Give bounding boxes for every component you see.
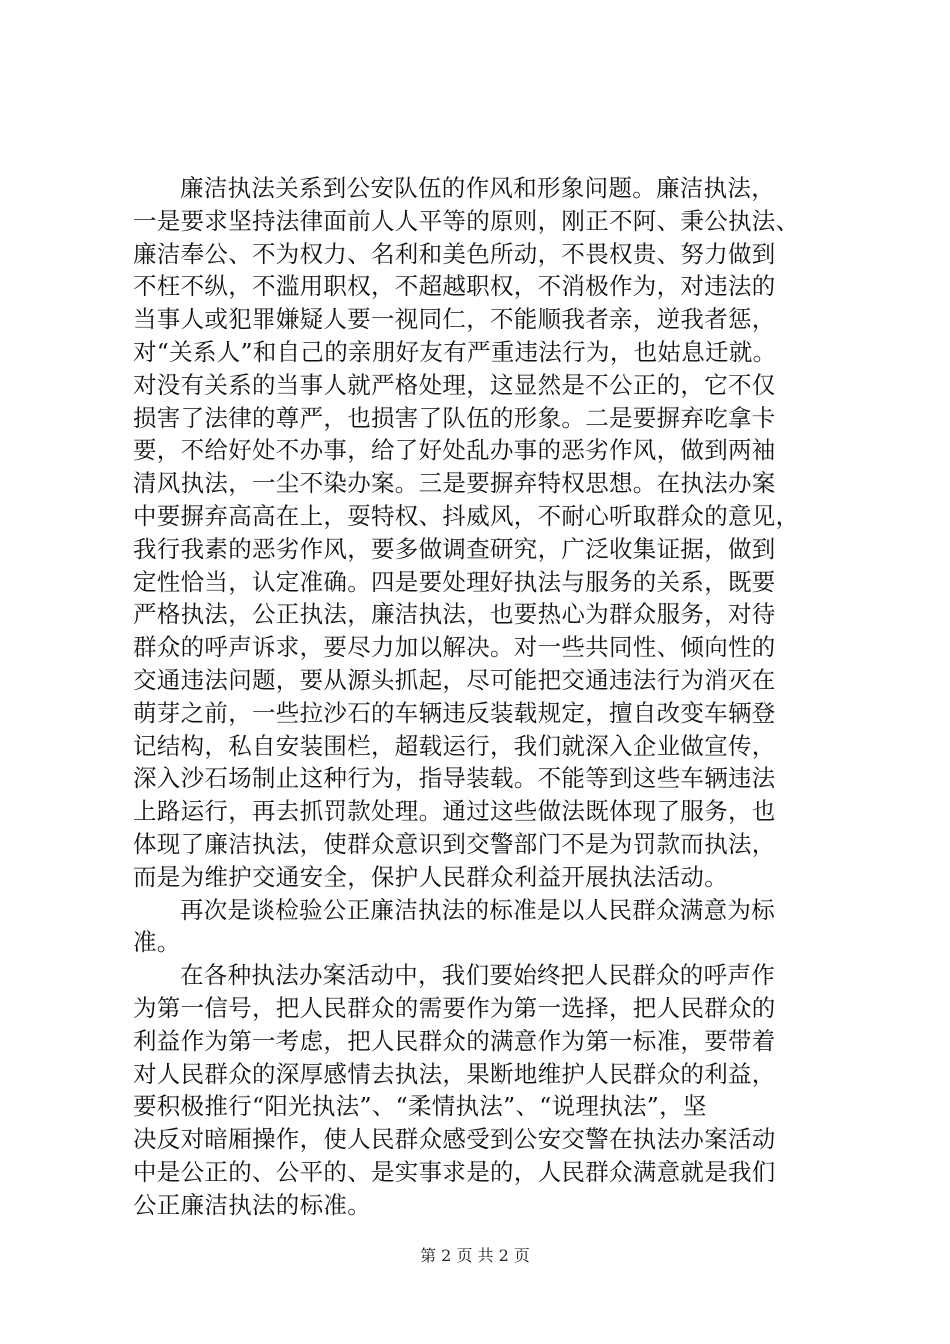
text-line: 决反对暗厢操作，使人民群众感受到公安交警在执法办案活动: [133, 1125, 776, 1154]
text-line: 廉洁执法关系到公安队伍的作风和形象问题。廉洁执法，: [180, 174, 775, 202]
text-line: 记结构，私自安装围栏，超载运行，我们就深入企业做宣传，: [133, 731, 776, 760]
text-line: 公正廉洁执法的标准。: [133, 1190, 371, 1219]
text-line: 中是公正的、公平的、是实事求是的，人民群众满意就是我们: [133, 1157, 776, 1186]
text-line: 在各种执法办案活动中，我们要始终把人民群众的呼声作: [180, 961, 775, 990]
text-line: 廉洁奉公、不为权力、名利和美色所动，不畏权贵、努力做到: [133, 239, 776, 268]
text-line: 严格执法，公正执法，廉洁执法，也要热心为群众服务，对待: [133, 600, 776, 629]
text-line: 损害了法律的尊严，也损害了队伍的形象。二是要摒弃吃拿卡: [133, 403, 776, 432]
text-line: 一是要求坚持法律面前人人平等的原则，刚正不阿、秉公执法、: [133, 206, 800, 235]
text-line: 准。: [133, 928, 181, 957]
text-line: 对人民群众的深厚感情去执法，果断地维护人民群众的利益，: [133, 1059, 776, 1088]
text-line: 清风执法，一尘不染办案。三是要摒弃特权思想。在执法办案: [133, 469, 776, 498]
text-line: 为第一信号，把人民群众的需要作为第一选择，把人民群众的: [133, 993, 776, 1022]
text-line: 要积极推行“阳光执法”、“柔情执法”、“说理执法”，坚: [133, 1092, 707, 1121]
paragraph-1: [133, 172, 845, 894]
text-line: 当事人或犯罪嫌疑人要一视同仁，不能顺我者亲，逆我者惩，: [133, 305, 776, 334]
text-line: 利益作为第一考虑，把人民群众的满意作为第一标准，要带着: [133, 1026, 776, 1055]
text-line: 交通违法问题，要从源头抓起，尽可能把交通违法行为消灭在: [133, 665, 776, 694]
text-line: 对“关系人”和自己的亲朋好友有严重违法行为，也姑息迁就。: [133, 337, 777, 366]
text-line: 体现了廉洁执法，使群众意识到交警部门不是为罚款而执法，: [133, 829, 776, 858]
document-body: [133, 172, 845, 1222]
text-line: 再次是谈检验公正廉洁执法的标准是以人民群众满意为标: [180, 895, 775, 924]
text-line: 不枉不纵，不滥用职权，不超越职权，不消极作为，对违法的: [133, 272, 776, 301]
paragraph-2: [133, 894, 845, 960]
text-line: 而是为维护交通安全，保护人民群众利益开展执法活动。: [133, 862, 728, 891]
text-line: 对没有关系的当事人就严格处理，这显然是不公正的，它不仅: [133, 370, 776, 399]
page-number-label: 第 2 页 共 2 页: [420, 1246, 530, 1265]
text-line: 萌芽之前，一些拉沙石的车辆违反装载规定，擅自改变车辆登: [133, 698, 776, 727]
page-footer: [0, 1243, 950, 1266]
text-line: 上路运行，再去抓罚款处理。通过这些做法既体现了服务，也: [133, 797, 776, 826]
text-line: 中要摒弃高高在上，耍特权、抖威风，不耐心听取群众的意见，: [133, 501, 800, 530]
text-line: 要，不给好处不办事，给了好处乱办事的恶劣作风，做到两袖: [133, 436, 776, 465]
paragraph-3: [133, 959, 845, 1221]
text-line: 定性恰当，认定准确。四是要处理好执法与服务的关系，既要: [133, 567, 776, 596]
text-line: 群众的呼声诉求，要尽力加以解决。对一些共同性、倾向性的: [133, 633, 776, 662]
text-line: 深入沙石场制止这种行为，指导装载。不能等到这些车辆违法: [133, 764, 776, 793]
text-line: 我行我素的恶劣作风，要多做调查研究，广泛收集证据，做到: [133, 534, 776, 563]
